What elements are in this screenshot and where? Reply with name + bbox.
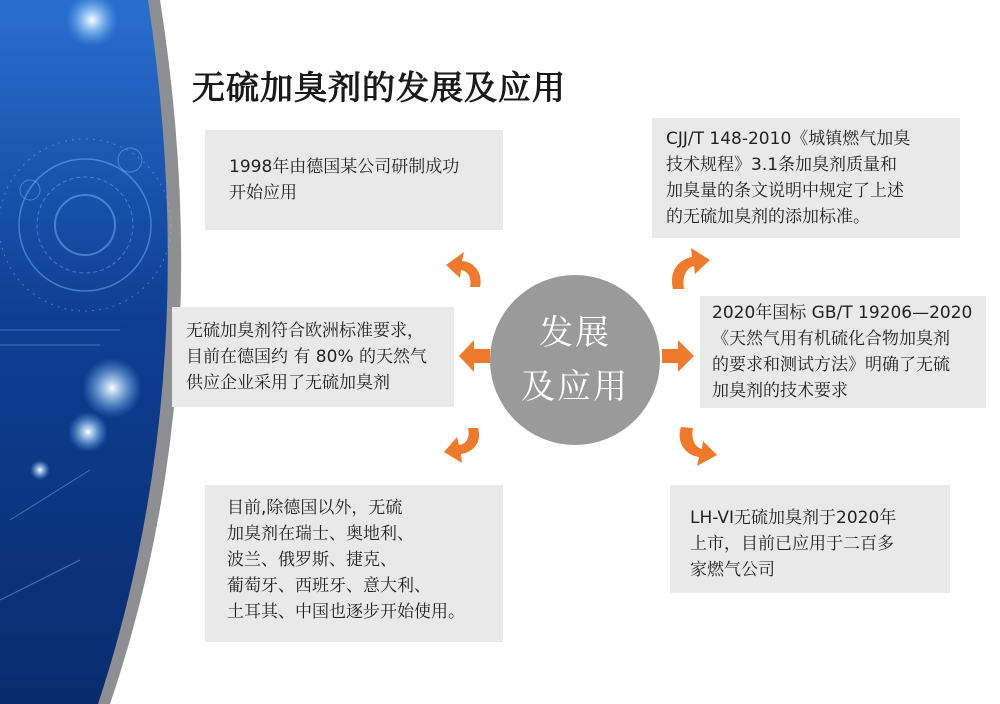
box-text-line: 家燃气公司 (690, 560, 775, 580)
box-text-line: 波兰、俄罗斯、捷克、 (227, 550, 397, 570)
box-text-line: 《天然气用有机硫化合物加臭剂 (712, 329, 950, 349)
center-label-line2: 及应用 (521, 367, 629, 407)
box-text-line: 的无硫加臭剂的添加标准。 (666, 207, 870, 227)
center-label-line1: 发展 (539, 313, 611, 353)
box-top-left (205, 130, 503, 230)
box-text-line: 加臭量的条文说明中规定了上述 (666, 181, 904, 201)
box-bottom-left (205, 485, 503, 642)
slide-title: 无硫加臭剂的发展及应用 (192, 68, 566, 107)
box-text-line: 加臭剂的技术要求 (712, 381, 848, 401)
box-text-line: 2020年国标 GB/T 19206—2020 (712, 303, 973, 323)
box-top-right (652, 118, 960, 238)
box-mid-left (172, 307, 454, 407)
box-text-line: 目前,除德国以外，无硫 (227, 498, 403, 518)
box-text-line: 目前在德国约 有 80% 的天然气 (186, 347, 427, 367)
center-circle (490, 275, 660, 445)
box-text-line: 上市，目前已应用于二百多 (690, 534, 894, 554)
box-text-line: 加臭剂在瑞士、奥地利、 (227, 524, 414, 544)
box-bottom-right (670, 485, 950, 593)
box-text-line: 无硫加臭剂符合欧洲标准要求， (186, 321, 424, 341)
box-text-line: 开始应用 (229, 183, 297, 203)
box-text-line: CJJ/T 148-2010《城镇燃气加臭 (666, 129, 911, 149)
box-mid-right (700, 296, 986, 408)
box-text-line: 1998年由德国某公司研制成功 (229, 157, 460, 177)
box-text-line: LH-VI无硫加臭剂于2020年 (690, 508, 897, 528)
box-text-line: 技术规程》3.1条加臭剂质量和 (666, 155, 898, 175)
box-text-line: 供应企业采用了无硫加臭剂 (186, 373, 390, 393)
box-text-line: 葡萄牙、西班牙、意大利、 (227, 576, 431, 596)
box-text-line: 的要求和测试方法》明确了无硫 (712, 355, 950, 375)
box-text-line: 土耳其、中国也逐步开始使用。 (227, 602, 465, 622)
